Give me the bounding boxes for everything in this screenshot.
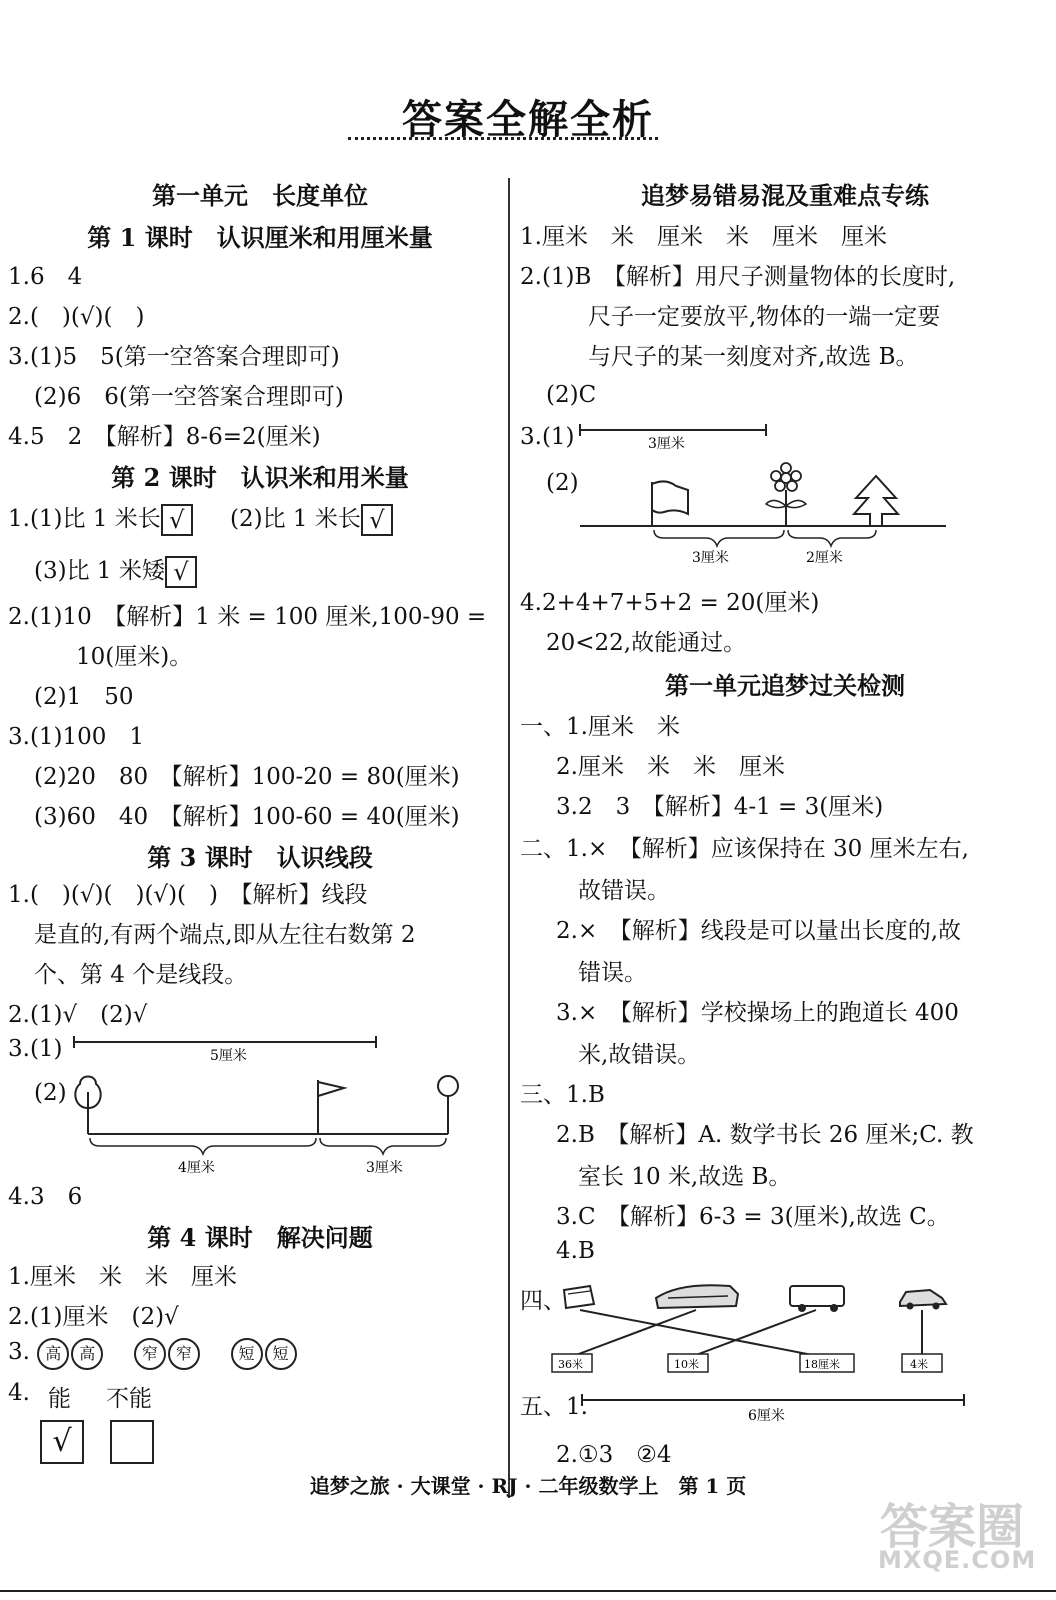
circled-char: 窄 bbox=[168, 1338, 200, 1370]
s1-line-4: 与尺子的某一刻度对齐,故选 B。 bbox=[588, 344, 919, 370]
l1-line-5: 4.5 2 【解析】8-6=2(厘米) bbox=[8, 424, 321, 450]
l2-line-5: (2)20 80 【解析】100-20 = 80(厘米) bbox=[34, 764, 460, 790]
s1-line-2: 2.(1)B 【解析】用尺子测量物体的长度时, bbox=[520, 264, 956, 290]
l4-q4-option-a: 能 bbox=[48, 1386, 71, 1412]
flag-icon bbox=[318, 1080, 344, 1134]
circled-char: 高 bbox=[37, 1338, 69, 1370]
match-label: 18厘米 bbox=[804, 1358, 840, 1371]
segment-3cm-figure bbox=[576, 418, 776, 454]
l3-line-3: 个、第 4 个是线段。 bbox=[34, 962, 248, 988]
s2-line-13: 3.C 【解析】6-3 = 3(厘米),故选 C。 bbox=[556, 1204, 950, 1230]
tree-icon bbox=[854, 476, 898, 526]
l2-line-6: (3)60 40 【解析】100-60 = 40(厘米) bbox=[34, 804, 460, 830]
segment-label: 3厘米 bbox=[648, 436, 685, 452]
answer-box-b bbox=[110, 1420, 154, 1464]
l4-line-1: 1.厘米 米 米 厘米 bbox=[8, 1264, 237, 1290]
l2-line-1: 2.(1)10 【解析】1 米 = 100 厘米,100-90 = bbox=[8, 604, 487, 630]
lesson3-title: 第 3 课时 认识线段 bbox=[147, 843, 373, 872]
s2-line-7: 错误。 bbox=[578, 960, 647, 986]
check-box: √ bbox=[165, 556, 197, 588]
l2-line-3: (2)1 50 bbox=[34, 684, 134, 710]
match-label: 36米 bbox=[558, 1358, 583, 1371]
l2-line-4: 3.(1)100 1 bbox=[8, 724, 145, 750]
fig-label-3cm: 3厘米 bbox=[366, 1160, 403, 1174]
circled-char: 短 bbox=[231, 1338, 263, 1370]
watermark-url: MXQE.COM bbox=[878, 1546, 1037, 1574]
l2-q1a-text: 1.(1)比 1 米长 bbox=[8, 506, 161, 532]
page-title: 答案全解全析 bbox=[402, 96, 654, 143]
matching-figure bbox=[550, 1276, 970, 1376]
s2-line-2: 2.厘米 米 米 厘米 bbox=[556, 754, 785, 780]
l3-line-7: 4.3 6 bbox=[8, 1184, 83, 1210]
l4-q3-label: 3. bbox=[8, 1339, 30, 1365]
bottom-rule bbox=[0, 1590, 1056, 1592]
check-box: √ bbox=[161, 504, 193, 536]
lesson2-title: 第 2 课时 认识米和用米量 bbox=[111, 463, 409, 492]
tree-flag-ball-figure bbox=[66, 1068, 476, 1174]
car-icon bbox=[900, 1290, 946, 1310]
l4-line-2: 2.(1)厘米 (2)√ bbox=[8, 1304, 179, 1330]
section2-title: 第一单元追梦过关检测 bbox=[665, 671, 905, 700]
l4-q4-label: 4. bbox=[8, 1380, 30, 1406]
s2-line-15: 四、 bbox=[520, 1288, 566, 1314]
check-box: √ bbox=[361, 504, 393, 536]
circled-char: 高 bbox=[71, 1338, 103, 1370]
circled-char: 窄 bbox=[134, 1338, 166, 1370]
s1-line-6: 3.(1) bbox=[520, 424, 575, 450]
l2-q1b-text: (2)比 1 米长 bbox=[230, 506, 361, 532]
segment-label: 5厘米 bbox=[210, 1048, 247, 1064]
s2-line-8: 3.× 【解析】学校操场上的跑道长 400 bbox=[556, 1000, 959, 1026]
l4-line-3 bbox=[8, 1338, 299, 1370]
l2-line-2: 10(厘米)。 bbox=[76, 644, 193, 670]
s2-line-11: 2.B 【解析】A. 数学书长 26 厘米;C. 教 bbox=[556, 1122, 974, 1148]
s1-line-7: (2) bbox=[546, 470, 579, 496]
s1-line-3: 尺子一定要放平,物体的一端一定要 bbox=[588, 304, 941, 330]
ball-icon bbox=[438, 1076, 458, 1134]
segment-label: 6厘米 bbox=[748, 1408, 785, 1424]
segment-5cm-figure bbox=[70, 1030, 390, 1066]
segment-6cm-figure bbox=[578, 1388, 998, 1428]
s1-line-8: 4.2+4+7+5+2 = 20(厘米) bbox=[520, 590, 820, 616]
s2-line-5: 故错误。 bbox=[578, 878, 670, 904]
l4-q4-option-b: 不能 bbox=[106, 1386, 152, 1412]
l3-line-6: (2) bbox=[34, 1080, 67, 1106]
page-footer: 追梦之旅 · 大课堂 · RJ · 二年级数学上 第 1 页 bbox=[309, 1474, 747, 1498]
l3-line-1: 1.( )(√)( )(√)( ) 【解析】线段 bbox=[8, 882, 368, 908]
l3-line-4: 2.(1)√ (2)√ bbox=[8, 1002, 148, 1028]
flower-icon bbox=[766, 463, 806, 526]
notebook-icon bbox=[564, 1286, 594, 1308]
l2-q1c bbox=[34, 552, 197, 588]
l1-line-2: 2.( )(√)( ) bbox=[8, 304, 145, 330]
flag-flower-tree-figure bbox=[580, 462, 950, 568]
s2-line-6: 2.× 【解析】线段是可以量出长度的,故 bbox=[556, 918, 962, 944]
bus-icon bbox=[790, 1286, 844, 1312]
fig-label-3cm: 3厘米 bbox=[692, 550, 729, 566]
title-underline bbox=[348, 137, 658, 140]
fig-label-2cm: 2厘米 bbox=[806, 550, 843, 566]
s1-line-5: (2)C bbox=[546, 382, 597, 408]
s2-line-1: 一、1.厘米 米 bbox=[520, 714, 680, 740]
tree-icon bbox=[75, 1077, 100, 1135]
section1-title: 追梦易错易混及重难点专练 bbox=[641, 181, 929, 210]
l1-line-4: (2)6 6(第一空答案合理即可) bbox=[34, 384, 344, 410]
column-divider bbox=[508, 178, 510, 1498]
flag-icon bbox=[652, 481, 688, 526]
match-label: 10米 bbox=[674, 1358, 699, 1371]
l2-q1c-text: (3)比 1 米矮 bbox=[34, 558, 165, 584]
circled-char: 短 bbox=[265, 1338, 297, 1370]
s2-line-9: 米,故错误。 bbox=[578, 1042, 701, 1068]
match-label: 4米 bbox=[910, 1358, 928, 1371]
lesson1-title: 第 1 课时 认识厘米和用厘米量 bbox=[87, 223, 433, 252]
answer-box-a: √ bbox=[40, 1420, 84, 1464]
s2-line-12: 室长 10 米,故选 B。 bbox=[578, 1164, 792, 1190]
s1-line-9: 20<22,故能通过。 bbox=[546, 630, 747, 656]
unit-title: 第一单元 长度单位 bbox=[152, 181, 368, 210]
s1-line-1: 1.厘米 米 厘米 米 厘米 厘米 bbox=[520, 224, 887, 250]
l1-line-3: 3.(1)5 5(第一空答案合理即可) bbox=[8, 344, 340, 370]
s2-line-14: 4.B bbox=[556, 1238, 595, 1264]
s2-line-10: 三、1.B bbox=[520, 1082, 605, 1108]
l2-q1a bbox=[8, 500, 193, 536]
l3-line-5: 3.(1) bbox=[8, 1036, 63, 1062]
train-icon bbox=[656, 1285, 738, 1308]
l1-line-1: 1.6 4 bbox=[8, 264, 83, 290]
s2-line-17: 2.①3 ②4 bbox=[556, 1442, 672, 1468]
l3-line-2: 是直的,有两个端点,即从左往右数第 2 bbox=[34, 922, 416, 948]
s2-line-16: 五、1. bbox=[520, 1394, 588, 1420]
s2-line-4: 二、1.× 【解析】应该保持在 30 厘米左右, bbox=[520, 836, 969, 862]
fig-label-4cm: 4厘米 bbox=[178, 1160, 215, 1174]
l2-q1b bbox=[230, 500, 393, 536]
watermark-logo: 答案圈 bbox=[880, 1499, 1025, 1555]
s2-line-3: 3.2 3 【解析】4-1 = 3(厘米) bbox=[556, 794, 884, 820]
lesson4-title: 第 4 课时 解决问题 bbox=[147, 1223, 373, 1252]
